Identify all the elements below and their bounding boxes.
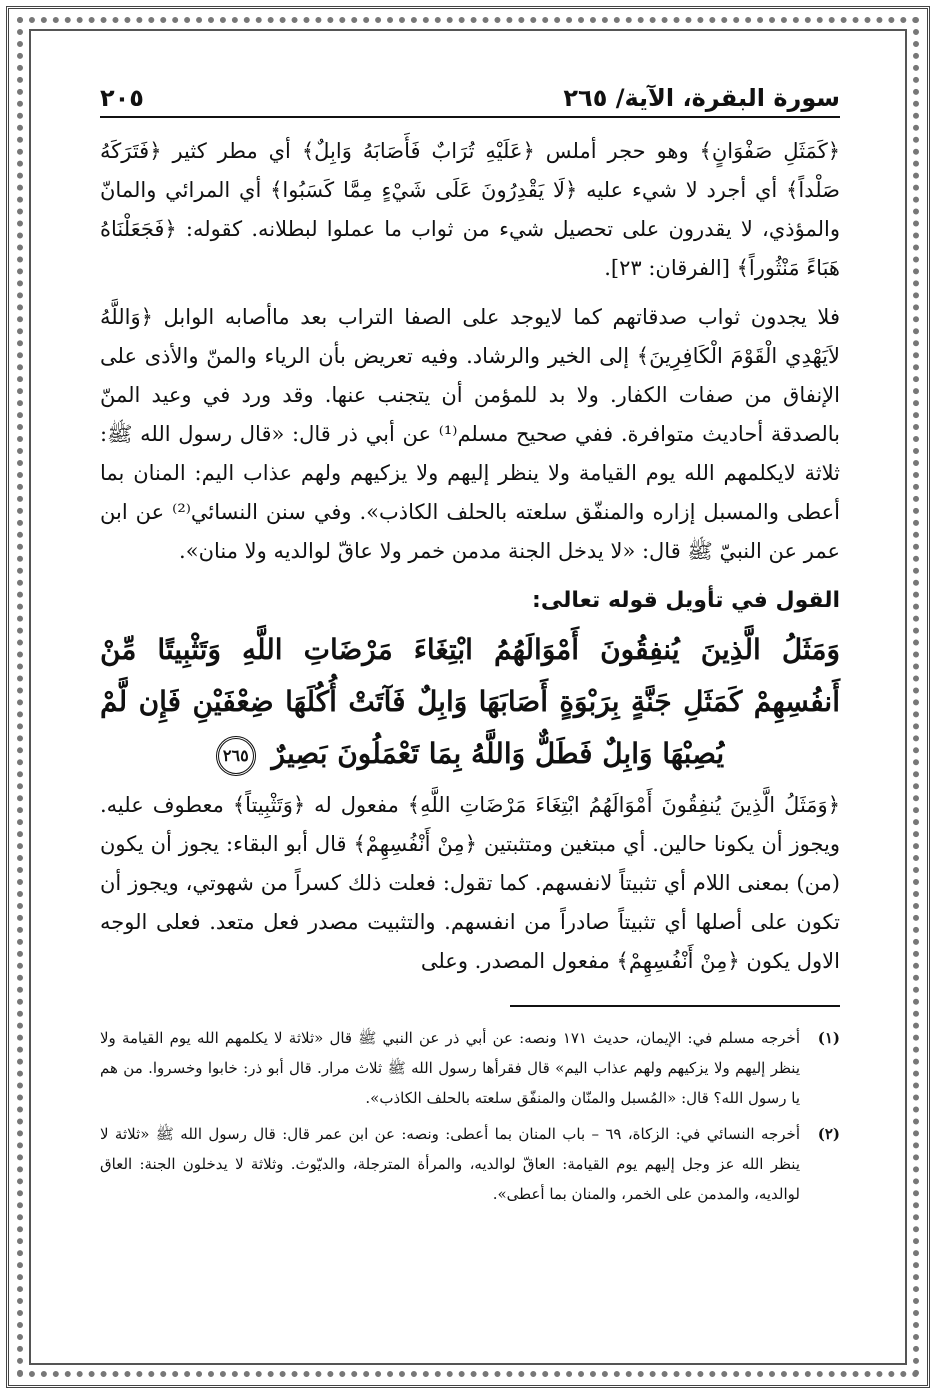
paragraph: ﴿كَمَثَلِ صَفْوَانٍ﴾ وهو حجر أملس ﴿عَلَيْهِ تُرَابٌ فَأَصَابَهُ وَابِلٌ﴾ أي مطر كثير ﴿فَتَرَكَهُ صَلْداً﴾ أي أجرد لا شيء عليه ﴿لَا يَقْدِرُونَ عَلَى شَيْءٍ مِمَّا كَسَبُوا﴾ أي المرائي والمانّ والمؤذي، لا يقدرون على تحصيل شيء من ثواب ما عملوا لبطلانه. كقوله: ﴿فَجَعَلْنَاهُ هَبَاءً مَنْثُوراً﴾ [الفرقان: ٢٣].: [100, 139, 840, 280]
section-heading: القول في تأويل قوله تعالى:: [532, 588, 840, 613]
surah-title: سورة البقرة، الآية/ ٢٦٥: [563, 84, 840, 112]
paragraph: فلا يجدون ثواب صدقاتهم كما لايوجد على الصفا التراب بعد ماأصابه الوابل ﴿وَاللَّهُ لاَيَهْدِي الْقَوْمَ الْكَافِرِينَ﴾ إلى الخير والرشاد. وفيه تعريض بأن الرياء والمنّ والأذى على الإنفاق من صفات الكفار. ولا بد للمؤمن أن يتجنب عنها. وقد ورد في وعيد المنّ بالصدقة أحاديث متوافرة. ففي صحيح مسلم⁽¹⁾ عن أبي ذر قال: «قال رسول الله ﷺ: ثلاثة لايكلمهم الله يوم القيامة ولا ينظر إليهم ولا يزكيهم ولهم عذاب اليم: المنان بما أعطى والمسبل إزاره والمنفّق سلعته بالحلف الكاذب». وفي سنن النسائي⁽²⁾ عن ابن عمر عن النبيّ ﷺ قال: «لا يدخل الجنة مدمن خمر ولا عاقّ لوالديه ولا منان».: [100, 305, 841, 563]
commentary-paragraph: ﴿وَمَثَلُ الَّذِينَ يُنفِقُونَ أَمْوَالَهُمُ ابْتِغَاءَ مَرْضَاتِ اللَّهِ﴾ مفعول له ﴿وَتَثْبِيتاً﴾ معطوف عليه. ويجوز أن يكونا حالين. أي مبتغين ومتثبتين ﴿مِنْ أَنْفُسِهِمْ﴾ قال أبو البقاء: يجوز أن يكون (من) بمعنى اللام أي تثبيتاً لانفسهم. كما تقول: فعلت ذلك كسراً من شهوتي، ويجوز أن تكون على أصلها أي تثبيتاً صادراً من انفسهم. والتثبيت مصدر فعل متعد. فعلى الوجه الاول يكون ﴿مِنْ أَنْفُسِهِمْ﴾ مفعول المصدر. وعلى: [100, 793, 840, 973]
verse-text: وَمَثَلُ الَّذِينَ يُنفِقُونَ أَمْوَالَهُمُ ابْتِغَاءَ مَرْضَاتِ اللَّهِ وَتَثْبِيتًا مِّنْ أَنفُسِهِمْ كَمَثَلِ جَنَّةٍ بِرَبْوَةٍ أَصَابَهَا وَابِلٌ فَآتَتْ أُكُلَهَا ضِعْفَيْنِ فَإِن لَّمْ يُصِبْهَا وَابِلٌ فَطَلٌّ وَاللَّهُ بِمَا تَعْمَلُونَ بَصِيرٌ: [100, 633, 840, 770]
quran-verse: [100, 624, 840, 780]
footnote: [100, 1023, 840, 1113]
main-text: [100, 132, 840, 981]
footnote-text: أخرجه النسائي في: الزكاة، ٦٩ – باب المنان بما أعطى: ونصه: عن ابن عمر قال: قال رسول الله ﷺ «ثلاثة لا ينظر الله عز وجل إليهم يوم القيامة: العاقّ لوالديه، والمرأة المترجلة، والديّوث. وثلاثة لا يدخلون الجنة: العاق لوالديه، والمدمن على الخمر، والمنان بما أعطى».: [100, 1125, 800, 1203]
footnote-divider: [510, 1005, 840, 1007]
footnote: [100, 1119, 840, 1209]
footnotes: [100, 1023, 840, 1209]
ayah-number-marker: ٢٦٥: [216, 736, 256, 776]
page-number: ٢٠٥: [100, 84, 144, 112]
page-header: [100, 70, 840, 118]
footnote-number: (١): [817, 1029, 840, 1047]
footnote-number: (٢): [817, 1125, 840, 1143]
footnote-text: أخرجه مسلم في: الإيمان، حديث ١٧١ ونصه: عن أبي ذر عن النبي ﷺ قال «ثلاثة لا يكلمهم الله يوم القيامة ولا ينظر إليهم ولا يزكيهم ولهم عذاب اليم» قال فقرأها رسول الله ﷺ ثلاث مرار. قال أبو ذر: خابوا وخسروا. من هم يا رسول الله؟ قال: «المُسبل والمنّان والمنفّق سلعته بالحلف الكاذب».: [100, 1029, 800, 1107]
book-page: [100, 70, 840, 1330]
